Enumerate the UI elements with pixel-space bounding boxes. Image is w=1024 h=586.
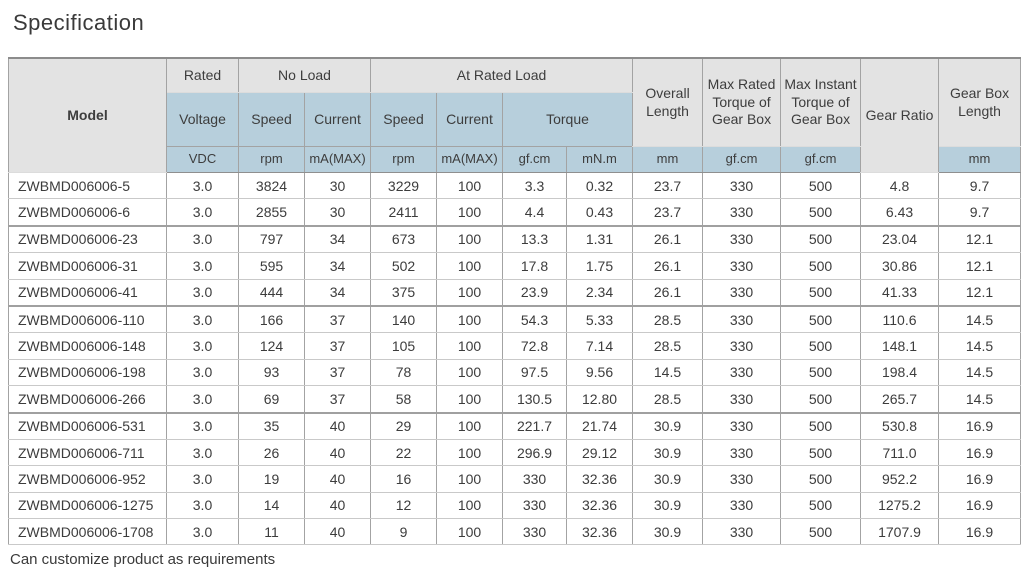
value-cell: 26 bbox=[239, 439, 305, 465]
value-cell: 500 bbox=[781, 253, 861, 279]
value-cell: 3.0 bbox=[167, 519, 239, 545]
unit-rpm: rpm bbox=[239, 147, 305, 173]
value-cell: 28.5 bbox=[633, 386, 703, 413]
model-cell: ZWBMD006006-31 bbox=[9, 253, 167, 279]
value-cell: 14.5 bbox=[633, 359, 703, 385]
table-row bbox=[9, 492, 1021, 518]
specification-table bbox=[8, 57, 1021, 545]
value-cell: 3.0 bbox=[167, 492, 239, 518]
value-cell: 500 bbox=[781, 173, 861, 199]
value-cell: 23.7 bbox=[633, 173, 703, 199]
model-cell: ZWBMD006006-952 bbox=[9, 466, 167, 492]
value-cell: 198.4 bbox=[861, 359, 939, 385]
header-voltage: Voltage bbox=[167, 93, 239, 147]
value-cell: 3.0 bbox=[167, 386, 239, 413]
table-header bbox=[9, 58, 1021, 173]
value-cell: 330 bbox=[703, 279, 781, 306]
value-cell: 500 bbox=[781, 333, 861, 359]
value-cell: 500 bbox=[781, 199, 861, 226]
header-gear-ratio: Gear Ratio bbox=[861, 58, 939, 173]
value-cell: 500 bbox=[781, 359, 861, 385]
value-cell: 0.43 bbox=[567, 199, 633, 226]
value-cell: 11 bbox=[239, 519, 305, 545]
value-cell: 12.80 bbox=[567, 386, 633, 413]
value-cell: 7.14 bbox=[567, 333, 633, 359]
value-cell: 41.33 bbox=[861, 279, 939, 306]
value-cell: 3.0 bbox=[167, 226, 239, 253]
value-cell: 32.36 bbox=[567, 519, 633, 545]
value-cell: 330 bbox=[703, 466, 781, 492]
unit-gf-cm: gf.cm bbox=[503, 147, 567, 173]
value-cell: 100 bbox=[437, 333, 503, 359]
value-cell: 124 bbox=[239, 333, 305, 359]
value-cell: 330 bbox=[503, 492, 567, 518]
value-cell: 2855 bbox=[239, 199, 305, 226]
value-cell: 100 bbox=[437, 439, 503, 465]
table-row bbox=[9, 199, 1021, 226]
value-cell: 330 bbox=[503, 466, 567, 492]
value-cell: 330 bbox=[703, 333, 781, 359]
unit-ma-max: mA(MAX) bbox=[437, 147, 503, 173]
value-cell: 500 bbox=[781, 439, 861, 465]
value-cell: 100 bbox=[437, 386, 503, 413]
model-cell: ZWBMD006006-23 bbox=[9, 226, 167, 253]
value-cell: 4.8 bbox=[861, 173, 939, 199]
value-cell: 1707.9 bbox=[861, 519, 939, 545]
value-cell: 32.36 bbox=[567, 466, 633, 492]
value-cell: 30 bbox=[305, 199, 371, 226]
table-row bbox=[9, 279, 1021, 306]
value-cell: 3.0 bbox=[167, 199, 239, 226]
value-cell: 100 bbox=[437, 492, 503, 518]
value-cell: 148.1 bbox=[861, 333, 939, 359]
table-row bbox=[9, 253, 1021, 279]
value-cell: 34 bbox=[305, 226, 371, 253]
value-cell: 14.5 bbox=[939, 386, 1021, 413]
value-cell: 105 bbox=[371, 333, 437, 359]
value-cell: 330 bbox=[703, 226, 781, 253]
value-cell: 100 bbox=[437, 306, 503, 333]
value-cell: 26.1 bbox=[633, 226, 703, 253]
table-row bbox=[9, 466, 1021, 492]
value-cell: 37 bbox=[305, 386, 371, 413]
value-cell: 22 bbox=[371, 439, 437, 465]
value-cell: 40 bbox=[305, 439, 371, 465]
value-cell: 16.9 bbox=[939, 439, 1021, 465]
value-cell: 30.9 bbox=[633, 439, 703, 465]
value-cell: 16.9 bbox=[939, 466, 1021, 492]
value-cell: 330 bbox=[703, 199, 781, 226]
value-cell: 34 bbox=[305, 279, 371, 306]
value-cell: 100 bbox=[437, 173, 503, 199]
value-cell: 797 bbox=[239, 226, 305, 253]
footer-note: Can customize product as requirements bbox=[10, 551, 276, 568]
value-cell: 14.5 bbox=[939, 306, 1021, 333]
value-cell: 500 bbox=[781, 413, 861, 440]
value-cell: 30.9 bbox=[633, 466, 703, 492]
value-cell: 2411 bbox=[371, 199, 437, 226]
value-cell: 9.56 bbox=[567, 359, 633, 385]
value-cell: 30 bbox=[305, 173, 371, 199]
header-overall-length: Overall Length bbox=[633, 58, 703, 147]
value-cell: 4.4 bbox=[503, 199, 567, 226]
value-cell: 30.9 bbox=[633, 492, 703, 518]
value-cell: 3.0 bbox=[167, 466, 239, 492]
value-cell: 711.0 bbox=[861, 439, 939, 465]
header-torque: Torque bbox=[503, 93, 633, 147]
value-cell: 34 bbox=[305, 253, 371, 279]
value-cell: 296.9 bbox=[503, 439, 567, 465]
model-cell: ZWBMD006006-198 bbox=[9, 359, 167, 385]
table-row bbox=[9, 333, 1021, 359]
header-load-current: Current bbox=[437, 93, 503, 147]
value-cell: 23.7 bbox=[633, 199, 703, 226]
value-cell: 9 bbox=[371, 519, 437, 545]
value-cell: 100 bbox=[437, 226, 503, 253]
value-cell: 35 bbox=[239, 413, 305, 440]
value-cell: 1.75 bbox=[567, 253, 633, 279]
value-cell: 3.0 bbox=[167, 306, 239, 333]
value-cell: 12.1 bbox=[939, 226, 1021, 253]
header-no-load-speed: Speed bbox=[239, 93, 305, 147]
value-cell: 14 bbox=[239, 492, 305, 518]
table-row bbox=[9, 226, 1021, 253]
model-cell: ZWBMD006006-1708 bbox=[9, 519, 167, 545]
value-cell: 330 bbox=[703, 413, 781, 440]
value-cell: 16 bbox=[371, 466, 437, 492]
value-cell: 26.1 bbox=[633, 279, 703, 306]
value-cell: 100 bbox=[437, 359, 503, 385]
value-cell: 221.7 bbox=[503, 413, 567, 440]
value-cell: 12 bbox=[371, 492, 437, 518]
page-title: Specification bbox=[13, 10, 145, 35]
value-cell: 500 bbox=[781, 386, 861, 413]
unit-rpm: rpm bbox=[371, 147, 437, 173]
table-row bbox=[9, 519, 1021, 545]
value-cell: 130.5 bbox=[503, 386, 567, 413]
value-cell: 330 bbox=[703, 173, 781, 199]
value-cell: 100 bbox=[437, 519, 503, 545]
value-cell: 3.0 bbox=[167, 439, 239, 465]
model-cell: ZWBMD006006-1275 bbox=[9, 492, 167, 518]
value-cell: 12.1 bbox=[939, 279, 1021, 306]
header-no-load-current: Current bbox=[305, 93, 371, 147]
value-cell: 13.3 bbox=[503, 226, 567, 253]
value-cell: 1275.2 bbox=[861, 492, 939, 518]
value-cell: 3824 bbox=[239, 173, 305, 199]
value-cell: 330 bbox=[703, 439, 781, 465]
model-cell: ZWBMD006006-266 bbox=[9, 386, 167, 413]
header-group-row bbox=[9, 58, 1021, 93]
value-cell: 16.9 bbox=[939, 492, 1021, 518]
value-cell: 595 bbox=[239, 253, 305, 279]
value-cell: 29.12 bbox=[567, 439, 633, 465]
value-cell: 30.86 bbox=[861, 253, 939, 279]
header-model: Model bbox=[9, 58, 167, 173]
value-cell: 16.9 bbox=[939, 519, 1021, 545]
value-cell: 265.7 bbox=[861, 386, 939, 413]
table-row bbox=[9, 439, 1021, 465]
header-no-load: No Load bbox=[239, 58, 371, 93]
value-cell: 69 bbox=[239, 386, 305, 413]
value-cell: 97.5 bbox=[503, 359, 567, 385]
value-cell: 9.7 bbox=[939, 173, 1021, 199]
value-cell: 17.8 bbox=[503, 253, 567, 279]
value-cell: 23.9 bbox=[503, 279, 567, 306]
value-cell: 3229 bbox=[371, 173, 437, 199]
value-cell: 100 bbox=[437, 466, 503, 492]
value-cell: 9.7 bbox=[939, 199, 1021, 226]
value-cell: 12.1 bbox=[939, 253, 1021, 279]
value-cell: 3.0 bbox=[167, 359, 239, 385]
value-cell: 6.43 bbox=[861, 199, 939, 226]
header-at-rated-load: At Rated Load bbox=[371, 58, 633, 93]
value-cell: 444 bbox=[239, 279, 305, 306]
value-cell: 166 bbox=[239, 306, 305, 333]
unit-gf-cm: gf.cm bbox=[703, 147, 781, 173]
spec-table-body bbox=[9, 173, 1021, 545]
unit-gf-cm: gf.cm bbox=[781, 147, 861, 173]
value-cell: 5.33 bbox=[567, 306, 633, 333]
value-cell: 37 bbox=[305, 306, 371, 333]
value-cell: 500 bbox=[781, 226, 861, 253]
value-cell: 21.74 bbox=[567, 413, 633, 440]
value-cell: 3.0 bbox=[167, 413, 239, 440]
value-cell: 500 bbox=[781, 519, 861, 545]
table-row bbox=[9, 386, 1021, 413]
model-cell: ZWBMD006006-531 bbox=[9, 413, 167, 440]
value-cell: 500 bbox=[781, 466, 861, 492]
value-cell: 72.8 bbox=[503, 333, 567, 359]
model-cell: ZWBMD006006-110 bbox=[9, 306, 167, 333]
value-cell: 40 bbox=[305, 519, 371, 545]
value-cell: 502 bbox=[371, 253, 437, 279]
header-rated: Rated bbox=[167, 58, 239, 93]
model-cell: ZWBMD006006-148 bbox=[9, 333, 167, 359]
value-cell: 14.5 bbox=[939, 359, 1021, 385]
table-row bbox=[9, 359, 1021, 385]
value-cell: 330 bbox=[703, 386, 781, 413]
value-cell: 500 bbox=[781, 492, 861, 518]
value-cell: 37 bbox=[305, 333, 371, 359]
value-cell: 952.2 bbox=[861, 466, 939, 492]
value-cell: 14.5 bbox=[939, 333, 1021, 359]
value-cell: 3.0 bbox=[167, 253, 239, 279]
value-cell: 1.31 bbox=[567, 226, 633, 253]
unit-vdc: VDC bbox=[167, 147, 239, 173]
value-cell: 100 bbox=[437, 413, 503, 440]
value-cell: 29 bbox=[371, 413, 437, 440]
value-cell: 54.3 bbox=[503, 306, 567, 333]
value-cell: 26.1 bbox=[633, 253, 703, 279]
value-cell: 3.0 bbox=[167, 173, 239, 199]
value-cell: 40 bbox=[305, 492, 371, 518]
value-cell: 78 bbox=[371, 359, 437, 385]
value-cell: 375 bbox=[371, 279, 437, 306]
value-cell: 330 bbox=[703, 306, 781, 333]
value-cell: 16.9 bbox=[939, 413, 1021, 440]
table-row bbox=[9, 306, 1021, 333]
value-cell: 100 bbox=[437, 279, 503, 306]
value-cell: 500 bbox=[781, 279, 861, 306]
header-gear-box-length: Gear Box Length bbox=[939, 58, 1021, 147]
value-cell: 93 bbox=[239, 359, 305, 385]
value-cell: 330 bbox=[703, 253, 781, 279]
value-cell: 37 bbox=[305, 359, 371, 385]
model-cell: ZWBMD006006-41 bbox=[9, 279, 167, 306]
unit-mn-m: mN.m bbox=[567, 147, 633, 173]
value-cell: 673 bbox=[371, 226, 437, 253]
value-cell: 30.9 bbox=[633, 519, 703, 545]
header-load-speed: Speed bbox=[371, 93, 437, 147]
value-cell: 140 bbox=[371, 306, 437, 333]
unit-mm: mm bbox=[633, 147, 703, 173]
value-cell: 28.5 bbox=[633, 333, 703, 359]
value-cell: 330 bbox=[503, 519, 567, 545]
unit-ma-max: mA(MAX) bbox=[305, 147, 371, 173]
value-cell: 23.04 bbox=[861, 226, 939, 253]
model-cell: ZWBMD006006-5 bbox=[9, 173, 167, 199]
value-cell: 100 bbox=[437, 253, 503, 279]
header-max-rated-torque: Max Rated Torque of Gear Box bbox=[703, 58, 781, 147]
table-row bbox=[9, 413, 1021, 440]
value-cell: 28.5 bbox=[633, 306, 703, 333]
model-cell: ZWBMD006006-711 bbox=[9, 439, 167, 465]
header-max-instant-torque: Max Instant Torque of Gear Box bbox=[781, 58, 861, 147]
table-row bbox=[9, 173, 1021, 199]
model-cell: ZWBMD006006-6 bbox=[9, 199, 167, 226]
value-cell: 100 bbox=[437, 199, 503, 226]
value-cell: 32.36 bbox=[567, 492, 633, 518]
value-cell: 40 bbox=[305, 413, 371, 440]
value-cell: 58 bbox=[371, 386, 437, 413]
value-cell: 3.3 bbox=[503, 173, 567, 199]
unit-mm: mm bbox=[939, 147, 1021, 173]
value-cell: 330 bbox=[703, 519, 781, 545]
value-cell: 3.0 bbox=[167, 333, 239, 359]
value-cell: 3.0 bbox=[167, 279, 239, 306]
value-cell: 330 bbox=[703, 492, 781, 518]
value-cell: 2.34 bbox=[567, 279, 633, 306]
value-cell: 500 bbox=[781, 306, 861, 333]
value-cell: 110.6 bbox=[861, 306, 939, 333]
value-cell: 19 bbox=[239, 466, 305, 492]
value-cell: 0.32 bbox=[567, 173, 633, 199]
value-cell: 330 bbox=[703, 359, 781, 385]
value-cell: 530.8 bbox=[861, 413, 939, 440]
value-cell: 30.9 bbox=[633, 413, 703, 440]
value-cell: 40 bbox=[305, 466, 371, 492]
